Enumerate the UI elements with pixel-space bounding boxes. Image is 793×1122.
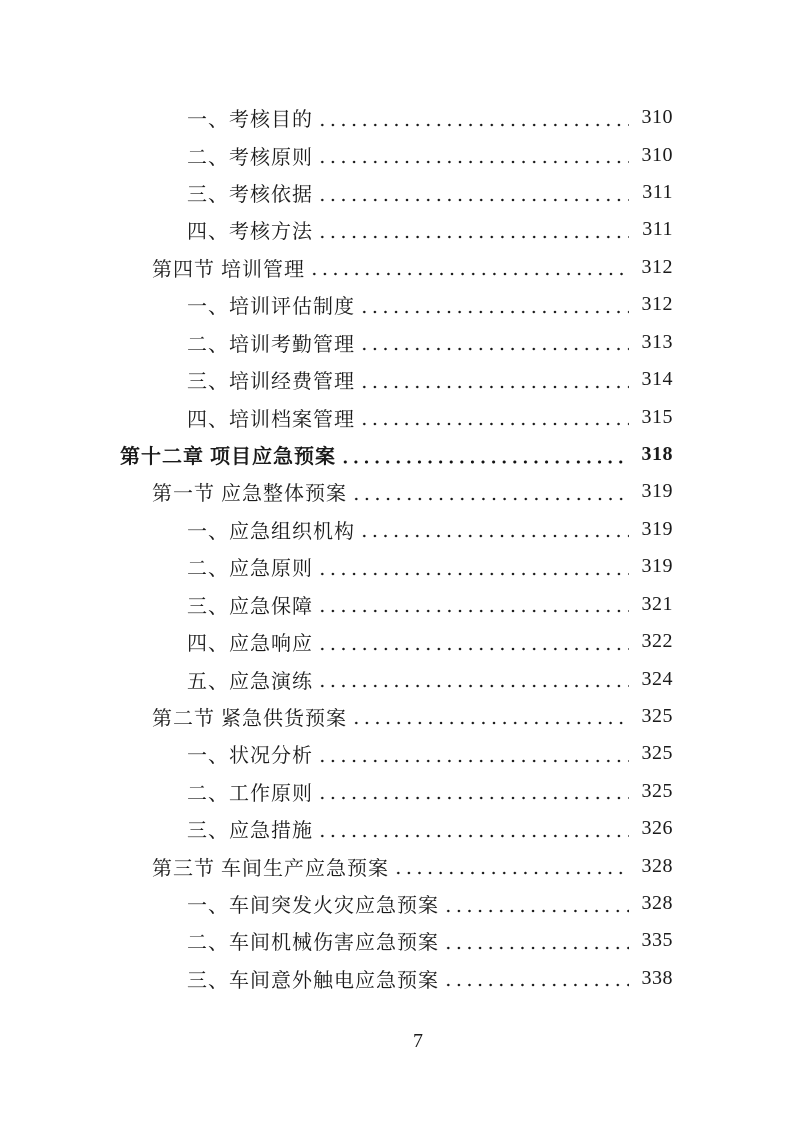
toc-entry bbox=[0, 136, 673, 173]
toc-entry bbox=[0, 623, 673, 660]
toc-dot-leader bbox=[317, 819, 629, 839]
toc-entry-page: 310 bbox=[641, 106, 673, 129]
toc-entry bbox=[0, 660, 673, 697]
toc-entry-page: 312 bbox=[641, 293, 673, 316]
toc-entry-title: 二、考核原则 bbox=[187, 146, 313, 169]
toc-entry-title: 三、应急保障 bbox=[187, 595, 313, 618]
toc-entry bbox=[0, 99, 673, 136]
toc-entry-title: 一、培训评估制度 bbox=[187, 296, 355, 319]
toc-dot-leader bbox=[317, 781, 629, 801]
toc-dot-leader bbox=[351, 706, 629, 726]
toc-entry-title: 第四节 培训管理 bbox=[152, 258, 305, 281]
toc-dot-leader bbox=[317, 108, 629, 128]
toc-entry-title: 二、培训考勤管理 bbox=[187, 333, 355, 356]
toc-dot-leader bbox=[359, 295, 629, 315]
toc-section-entry bbox=[0, 847, 673, 884]
toc-entry-page: 319 bbox=[641, 480, 673, 503]
toc-entry-page: 311 bbox=[642, 181, 673, 204]
toc-entry bbox=[0, 773, 673, 810]
toc-entry-title: 三、考核依据 bbox=[187, 184, 313, 207]
toc-entry bbox=[0, 885, 673, 922]
toc-dot-leader bbox=[443, 968, 629, 988]
page-number: 7 bbox=[413, 1030, 423, 1052]
toc-entry-title: 第二节 紧急供货预案 bbox=[152, 707, 347, 730]
toc-entry-title: 二、车间机械伤害应急预案 bbox=[187, 932, 439, 955]
toc-dot-leader bbox=[317, 220, 629, 240]
toc-entry-title: 一、车间突发火灾应急预案 bbox=[187, 895, 439, 918]
toc-dot-leader bbox=[443, 931, 629, 951]
toc-section-entry bbox=[0, 473, 673, 510]
toc-entry-page: 315 bbox=[641, 405, 673, 428]
toc-entry-page: 321 bbox=[641, 592, 673, 615]
toc-entry bbox=[0, 548, 673, 585]
toc-dot-leader bbox=[317, 669, 629, 689]
toc-entry bbox=[0, 286, 673, 323]
toc-dot-leader bbox=[317, 145, 629, 165]
toc-entry-title: 一、考核目的 bbox=[187, 109, 313, 132]
toc-dot-leader bbox=[359, 407, 629, 427]
toc-entry-title: 三、车间意外触电应急预案 bbox=[187, 969, 439, 992]
toc-entry-page: 312 bbox=[641, 255, 673, 278]
toc-entry bbox=[0, 735, 673, 772]
toc-entry bbox=[0, 922, 673, 959]
toc-dot-leader bbox=[317, 744, 629, 764]
toc-entry-title: 二、应急原则 bbox=[187, 558, 313, 581]
toc-entry-title: 三、应急措施 bbox=[187, 820, 313, 843]
toc-dot-leader bbox=[393, 856, 629, 876]
toc-entry-page: 335 bbox=[641, 929, 673, 952]
toc-entry-title: 第三节 车间生产应急预案 bbox=[152, 857, 389, 880]
toc-entry-page: 325 bbox=[641, 779, 673, 802]
toc-entry-page: 325 bbox=[641, 742, 673, 765]
toc-dot-leader bbox=[317, 594, 629, 614]
toc-section-entry bbox=[0, 249, 673, 286]
toc-entry-page: 311 bbox=[642, 218, 673, 241]
toc-dot-leader bbox=[317, 632, 629, 652]
toc-entry bbox=[0, 398, 673, 435]
toc-section-entry bbox=[0, 698, 673, 735]
toc-entry-title: 一、状况分析 bbox=[187, 745, 313, 768]
toc-dot-leader bbox=[309, 257, 629, 277]
toc-entry-page: 324 bbox=[641, 667, 673, 690]
toc-entry-page: 322 bbox=[641, 630, 673, 653]
toc-entry bbox=[0, 361, 673, 398]
toc-entry-title: 二、工作原则 bbox=[187, 782, 313, 805]
toc-entry-page: 326 bbox=[641, 817, 673, 840]
toc-dot-leader bbox=[443, 894, 629, 914]
toc-dot-leader bbox=[359, 519, 629, 539]
toc-entry-title: 四、应急响应 bbox=[187, 633, 313, 656]
toc-dot-leader bbox=[317, 183, 629, 203]
toc-entry-title: 三、培训经费管理 bbox=[187, 371, 355, 394]
toc-entry-title: 一、应急组织机构 bbox=[187, 520, 355, 543]
toc-entry bbox=[0, 585, 673, 622]
toc-chapter-title: 第十二章 项目应急预案 bbox=[120, 446, 336, 468]
toc-dot-leader bbox=[317, 557, 629, 577]
toc-entry-page: 328 bbox=[641, 854, 673, 877]
toc-entry-page: 325 bbox=[641, 704, 673, 727]
toc-entry-page: 310 bbox=[641, 143, 673, 166]
toc-entry-page: 319 bbox=[641, 555, 673, 578]
toc-entry bbox=[0, 511, 673, 548]
toc-entry-page: 314 bbox=[641, 368, 673, 391]
toc-entry-title: 第一节 应急整体预案 bbox=[152, 483, 347, 506]
toc-dot-leader bbox=[340, 445, 629, 465]
toc-dot-leader bbox=[351, 482, 629, 502]
toc-entry bbox=[0, 960, 673, 997]
toc-entry-page: 319 bbox=[641, 517, 673, 540]
toc-entry bbox=[0, 810, 673, 847]
toc-entry-page: 318 bbox=[641, 443, 673, 465]
toc-entry-page: 328 bbox=[641, 892, 673, 915]
toc-dot-leader bbox=[359, 370, 629, 390]
table-of-contents bbox=[0, 99, 793, 997]
toc-chapter-entry bbox=[0, 436, 673, 473]
toc-entry-title: 四、培训档案管理 bbox=[187, 408, 355, 431]
toc-entry-page: 338 bbox=[641, 966, 673, 989]
toc-entry bbox=[0, 211, 673, 248]
toc-dot-leader bbox=[359, 332, 629, 352]
toc-entry-page: 313 bbox=[641, 330, 673, 353]
toc-entry bbox=[0, 174, 673, 211]
toc-entry-title: 五、应急演练 bbox=[187, 670, 313, 693]
toc-entry bbox=[0, 324, 673, 361]
toc-entry-title: 四、考核方法 bbox=[187, 221, 313, 244]
